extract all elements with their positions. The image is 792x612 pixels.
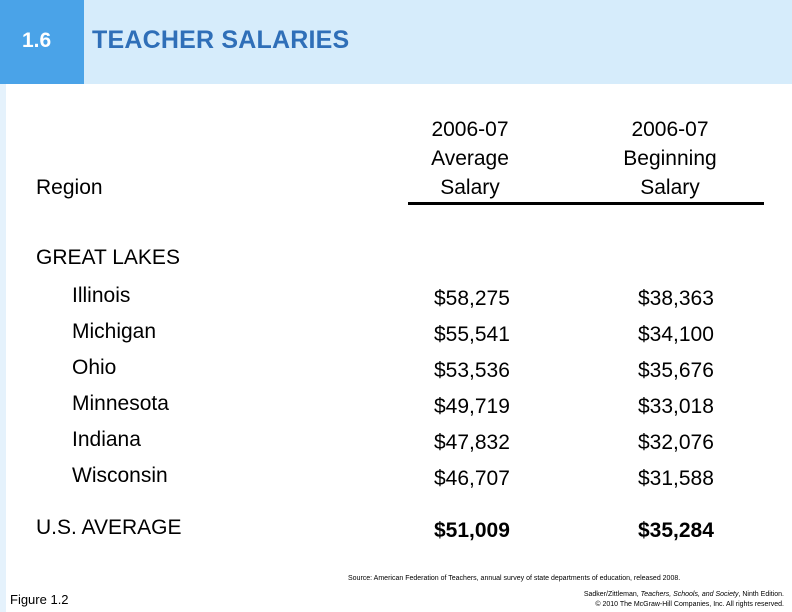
section-number-box: [0, 0, 84, 84]
page-title: TEACHER SALARIES: [92, 26, 350, 54]
beg-header-line-2: Beginning: [623, 147, 717, 170]
beginning-salary-value: $34,100: [638, 323, 714, 346]
average-salary-column-header: [408, 115, 532, 202]
avg-header-line-1: 2006-07: [431, 118, 509, 141]
state-name: Illinois: [72, 284, 131, 307]
average-salary-value: $58,275: [434, 287, 510, 310]
us-average-label: U.S. AVERAGE: [36, 516, 182, 539]
avg-header-line-2: Average: [431, 147, 509, 170]
average-salary-value: $46,707: [434, 467, 510, 490]
beg-header-line-3: Salary: [640, 176, 700, 199]
state-name: Minnesota: [72, 392, 169, 415]
state-name: Indiana: [72, 428, 141, 451]
credit-edition: , Ninth Edition.: [738, 591, 784, 598]
avg-header-line-3: Salary: [440, 176, 500, 199]
beginning-salary-value: $31,588: [638, 467, 714, 490]
beginning-salary-value: $35,676: [638, 359, 714, 382]
beginning-salary-column-header: [598, 115, 742, 202]
region-column-header: Region: [36, 176, 103, 199]
credit-book-title: Teachers, Schools, and Society: [640, 591, 739, 598]
average-salary-value: $55,541: [434, 323, 510, 346]
state-name: Michigan: [72, 320, 157, 343]
book-credit: [584, 591, 784, 598]
region-name: GREAT LAKES: [36, 246, 180, 269]
copyright-notice: © 2010 The McGraw-Hill Companies, Inc. All rights reserved.: [595, 601, 784, 608]
us-beginning-salary: $35,284: [638, 519, 714, 542]
beg-header-line-1: 2006-07: [631, 118, 709, 141]
header-rule: [408, 202, 764, 205]
beginning-salary-value: $32,076: [638, 431, 714, 454]
average-salary-value: $49,719: [434, 395, 510, 418]
figure-label: Figure 1.2: [10, 592, 69, 607]
average-salary-value: $53,536: [434, 359, 510, 382]
us-average-salary: $51,009: [434, 519, 510, 542]
left-accent-strip: [0, 84, 6, 612]
average-salary-value: $47,832: [434, 431, 510, 454]
state-name: Wisconsin: [72, 464, 168, 487]
state-name: Ohio: [72, 356, 117, 379]
beginning-salary-value: $33,018: [638, 395, 714, 418]
source-note: Source: American Federation of Teachers, annual survey of state departments of education, released 2008.: [348, 575, 681, 582]
credit-authors: Sadker/Zittleman,: [583, 591, 641, 598]
section-number: 1.6: [22, 29, 52, 52]
beginning-salary-value: $38,363: [638, 287, 714, 310]
